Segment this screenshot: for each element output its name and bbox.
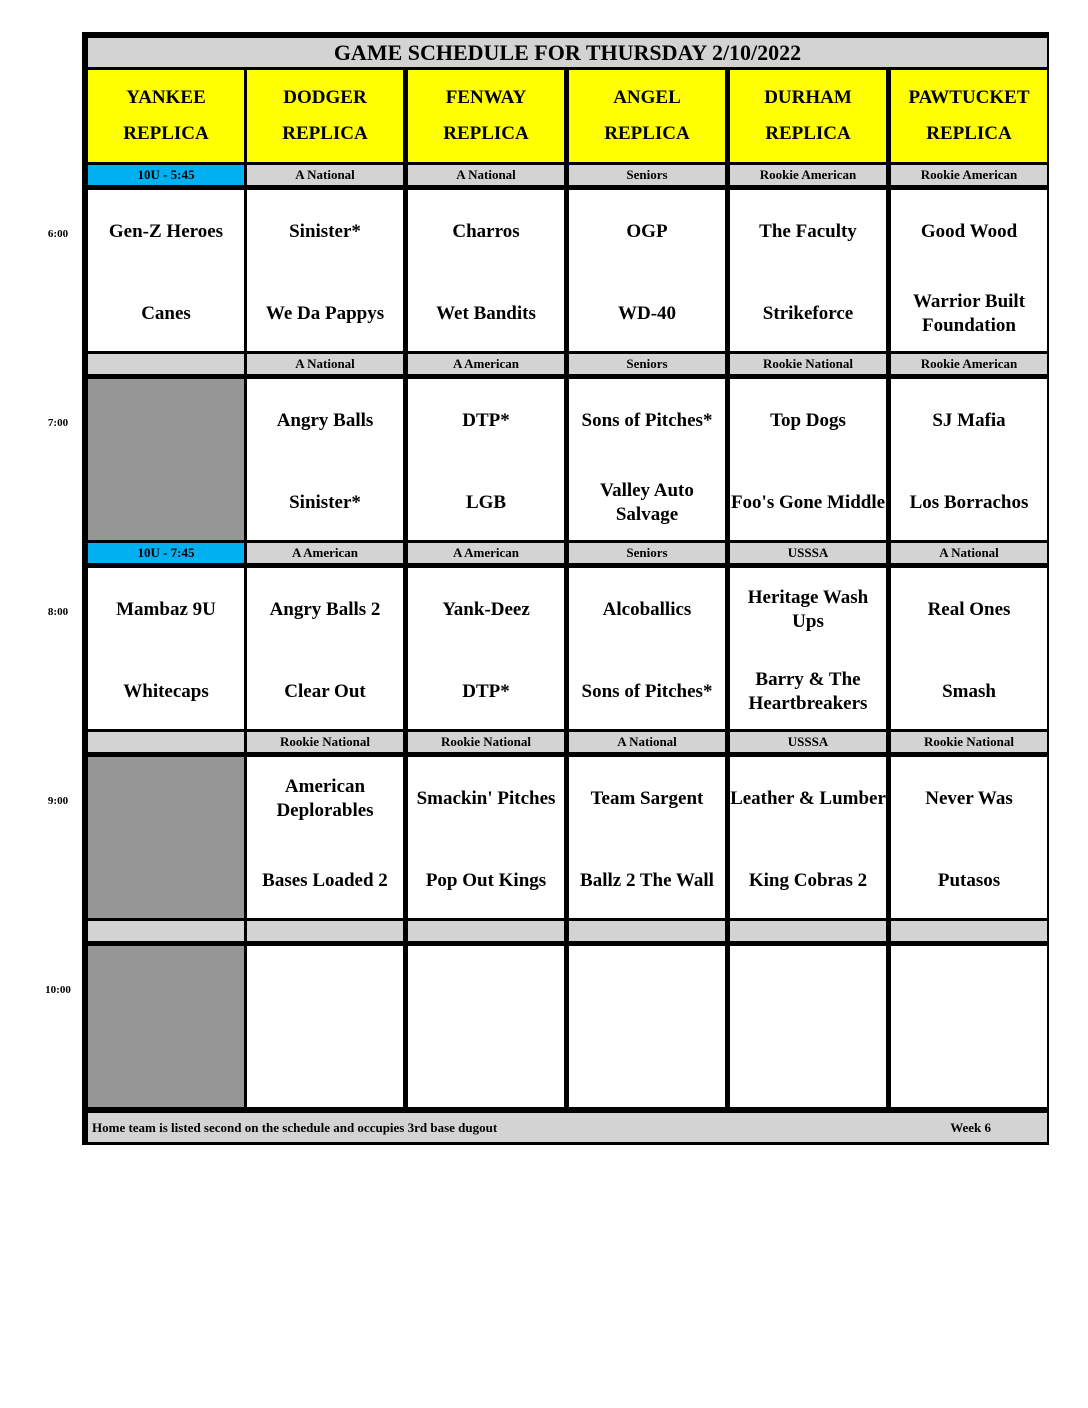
away-team: Gen-Z Heroes [108, 221, 224, 242]
home-team: Putasos [937, 870, 1001, 891]
division-label: A National [569, 732, 725, 752]
footer-bar [88, 1113, 1047, 1142]
away-team: Real Ones [927, 599, 1011, 620]
home-team: Sinister* [289, 492, 361, 513]
game-cell [247, 757, 403, 918]
division-label: A National [408, 165, 564, 185]
time-slot-label: 6:00 [47, 228, 69, 240]
game-cell [88, 568, 244, 729]
time-slot-label: 8:00 [47, 606, 69, 618]
division-label [569, 921, 725, 941]
home-team [408, 1038, 564, 1102]
division-label: A National [247, 354, 403, 374]
away-team: Angry Balls 2 [269, 599, 381, 620]
field-header [247, 70, 403, 162]
division-label: A National [891, 543, 1047, 563]
time-slot-label: 7:00 [47, 417, 69, 429]
away-team: Team Sargent [590, 788, 704, 809]
home-team: Pop Out Kings [425, 870, 547, 891]
field-name: YANKEE [126, 87, 206, 108]
division-label: Seniors [569, 165, 725, 185]
game-cell [247, 190, 403, 351]
page-title: GAME SCHEDULE FOR THURSDAY 2/10/2022 [88, 38, 1047, 67]
away-team: Never Was [925, 788, 1013, 809]
division-label: Rookie National [730, 354, 886, 374]
footer-note: Home team is listed second on the schedule and occupies 3rd base dugout [92, 1119, 498, 1135]
away-team: DTP* [462, 410, 510, 431]
home-team: Smash [942, 681, 996, 702]
field-header [569, 70, 725, 162]
away-team: Sons of Pitches* [581, 410, 713, 431]
field-name: DURHAM [764, 87, 852, 108]
away-team: Mambaz 9U [116, 599, 216, 620]
game-cell [730, 568, 886, 729]
division-label: Rookie National [247, 732, 403, 752]
division-label [88, 921, 244, 941]
away-team: Leather & Lumber [730, 788, 886, 809]
division-label: Rookie American [891, 165, 1047, 185]
division-label [88, 732, 244, 752]
field-header [408, 70, 564, 162]
home-team: Strikeforce [762, 303, 854, 324]
game-cell [247, 568, 403, 729]
schedule-sheet [82, 32, 1049, 1145]
away-team: Charros [452, 221, 520, 242]
game-cell [730, 379, 886, 540]
game-cell [569, 190, 725, 351]
away-team: Smackin' Pitches [416, 788, 556, 809]
field-name: PAWTUCKET [908, 87, 1030, 108]
field-header [88, 70, 244, 162]
game-cell [408, 379, 564, 540]
game-cell [88, 190, 244, 351]
field-header [891, 70, 1047, 162]
home-team: LGB [465, 492, 507, 513]
game-cell [569, 379, 725, 540]
game-cell [247, 379, 403, 540]
division-label: USSSA [730, 543, 886, 563]
game-cell [730, 757, 886, 918]
away-team [891, 956, 1047, 1020]
home-team: Los Borrachos [909, 492, 1029, 513]
home-team: Warrior Built Foundation [912, 291, 1026, 336]
field-type: REPLICA [443, 123, 529, 144]
field-name: ANGEL [613, 87, 681, 108]
away-team: The Faculty [759, 221, 857, 242]
field-name: FENWAY [445, 87, 527, 108]
division-label: A American [408, 543, 564, 563]
game-cell [408, 946, 564, 1107]
away-team: Angry Balls [276, 410, 374, 431]
game-cell [569, 946, 725, 1107]
away-team: Alcoballics [602, 599, 692, 620]
division-label: Rookie American [730, 165, 886, 185]
game-cell [569, 568, 725, 729]
division-label [891, 921, 1047, 941]
game-cell [730, 946, 886, 1107]
division-label: A American [408, 354, 564, 374]
division-label: 10U - 5:45 [88, 165, 244, 185]
field-type: REPLICA [765, 123, 851, 144]
game-cell [730, 190, 886, 351]
time-slot-label: 10:00 [45, 984, 71, 996]
division-label [408, 921, 564, 941]
away-team: Good Wood [920, 221, 1018, 242]
away-team [247, 956, 403, 1020]
home-team: Whitecaps [123, 681, 209, 702]
division-label: Rookie National [891, 732, 1047, 752]
division-label: 10U - 7:45 [88, 543, 244, 563]
away-team: Sinister* [289, 221, 361, 242]
home-team: Bases Loaded 2 [262, 870, 388, 891]
field-name: DODGER [283, 87, 367, 108]
field-type: REPLICA [282, 123, 368, 144]
game-cell [247, 946, 403, 1107]
home-team: Canes [141, 303, 191, 324]
division-label: Seniors [569, 543, 725, 563]
home-team: We Da Pappys [265, 303, 385, 324]
game-cell [569, 757, 725, 918]
away-team: Top Dogs [770, 410, 846, 431]
division-label: Seniors [569, 354, 725, 374]
division-label [730, 921, 886, 941]
away-team: American Deplorables [276, 776, 374, 821]
division-label: A American [247, 543, 403, 563]
home-team [891, 1038, 1047, 1102]
game-cell [891, 190, 1047, 351]
home-team [730, 1038, 886, 1102]
division-label: USSSA [730, 732, 886, 752]
home-team [569, 1038, 725, 1102]
home-team: Sons of Pitches* [581, 681, 713, 702]
home-team: Foo's Gone Middle [730, 492, 886, 513]
game-cell [408, 757, 564, 918]
home-team: DTP* [462, 681, 510, 702]
time-slot-label: 9:00 [47, 795, 69, 807]
home-team: Ballz 2 The Wall [580, 870, 714, 891]
division-label: A National [247, 165, 403, 185]
home-team: Clear Out [284, 681, 366, 702]
game-cell [891, 946, 1047, 1107]
unused-slot [88, 757, 244, 918]
game-cell [891, 568, 1047, 729]
home-team: Barry & The Heartbreakers [748, 669, 868, 714]
away-team: Yank-Deez [442, 599, 530, 620]
field-header [730, 70, 886, 162]
home-team: WD-40 [617, 303, 677, 324]
away-team [569, 956, 725, 1020]
game-cell [408, 568, 564, 729]
field-type: REPLICA [604, 123, 690, 144]
field-type: REPLICA [123, 123, 209, 144]
game-cell [891, 757, 1047, 918]
division-label: Rookie American [891, 354, 1047, 374]
home-team: King Cobras 2 [748, 870, 868, 891]
home-team: Wet Bandits [436, 303, 536, 324]
division-label: Rookie National [408, 732, 564, 752]
week-label: Week 6 [950, 1119, 991, 1135]
game-cell [891, 379, 1047, 540]
away-team [730, 956, 886, 1020]
unused-slot [88, 379, 244, 540]
away-team [408, 956, 564, 1020]
division-label [88, 354, 244, 374]
away-team: SJ Mafia [932, 410, 1006, 431]
field-type: REPLICA [926, 123, 1012, 144]
unused-slot [88, 946, 244, 1107]
away-team: OGP [626, 221, 668, 242]
home-team: Valley Auto Salvage [600, 480, 694, 525]
game-cell [408, 190, 564, 351]
away-team: Heritage Wash Ups [747, 587, 869, 632]
home-team [247, 1038, 403, 1102]
division-label [247, 921, 403, 941]
